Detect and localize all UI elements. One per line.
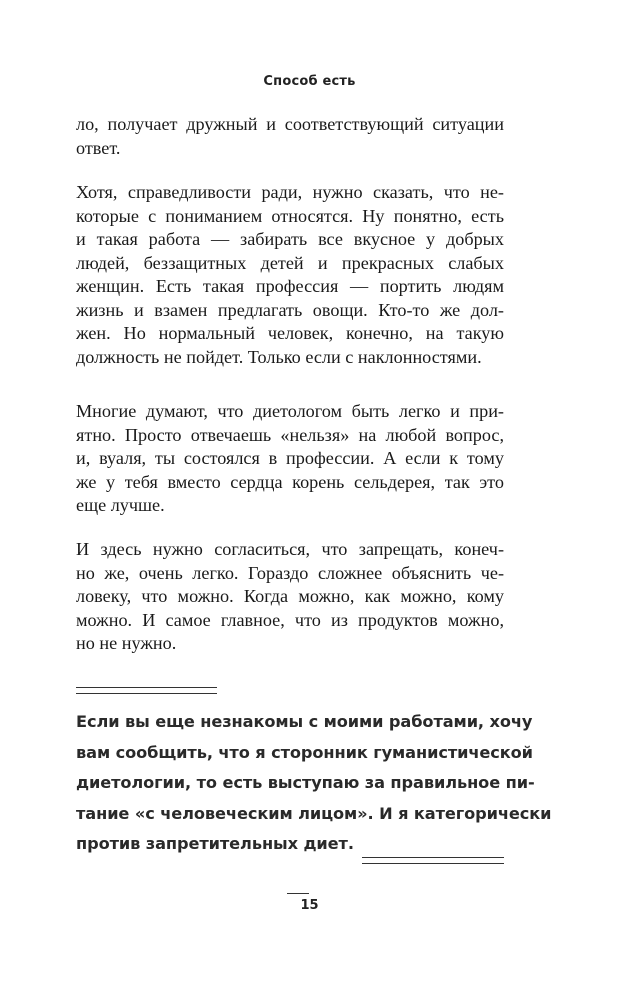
text-line: можно. И самое главное, что из продуктов можно, xyxy=(76,609,504,630)
text-line: но же, очень легко. Гораздо сложнее объяснить че- xyxy=(76,562,504,583)
text-line: которые с пониманием относятся. Ну понятно, есть xyxy=(76,205,504,226)
text-line: Хотя, справедливости ради, нужно сказать, что не- xyxy=(76,182,504,202)
running-head: Способ есть xyxy=(263,74,356,89)
callout-line: диетологии, то есть выступаю за правильное пи- xyxy=(76,773,535,792)
text-line: И здесь нужно согласиться, что запрещать, конеч- xyxy=(76,539,504,559)
text-line: людей, беззащитных детей и прекрасных слабых xyxy=(76,252,504,273)
text-line: но не нужно. xyxy=(76,633,177,653)
text-line: ятно. Просто отвечаешь «нельзя» на любой вопрос, xyxy=(76,424,504,445)
paragraph-2 xyxy=(76,181,504,369)
text-line: жизнь и взамен предлагать овощи. Кто-то же дол- xyxy=(76,299,504,320)
callout-top-divider xyxy=(76,687,217,694)
callout-bottom-divider xyxy=(362,857,504,864)
paragraph-3 xyxy=(76,400,504,518)
text-line: еще лучше. xyxy=(76,495,165,515)
callout-line: против запретительных диет. xyxy=(76,834,354,853)
text-line: ответ. xyxy=(76,137,121,158)
callout-quote xyxy=(76,707,552,860)
text-line: и, вуаля, ты состоялся в профессии. А если к тому xyxy=(76,448,504,468)
paragraph-1 xyxy=(76,113,504,160)
paragraph-4 xyxy=(76,538,504,656)
text-line: ло, получает дружный и соответствующий ситуации xyxy=(76,114,504,134)
text-line: Многие думают, что диетологом быть легко и при- xyxy=(76,401,504,421)
text-line: должность не пойдет. Только если с наклонностями. xyxy=(76,346,482,367)
callout-line: тание «с человеческим лицом». И я категорически xyxy=(76,803,552,823)
page-number-rule xyxy=(287,893,309,894)
text-line: женщин. Есть такая профессия — портить людям xyxy=(76,276,504,296)
text-line: ловеку, что можно. Когда можно, как можно, кому xyxy=(76,586,504,606)
text-line: же у тебя вместо сердца корень сельдерея, так это xyxy=(76,471,504,492)
page-number: 15 xyxy=(300,898,319,913)
text-line: жен. Но нормальный человек, конечно, на такую xyxy=(76,323,504,343)
callout-line: Если вы еще незнакомы с моими работами, хочу xyxy=(76,712,533,731)
text-line: и такая работа — забирать все вкусное у добрых xyxy=(76,229,504,249)
callout-line: вам сообщить, что я сторонник гуманистической xyxy=(76,742,533,762)
